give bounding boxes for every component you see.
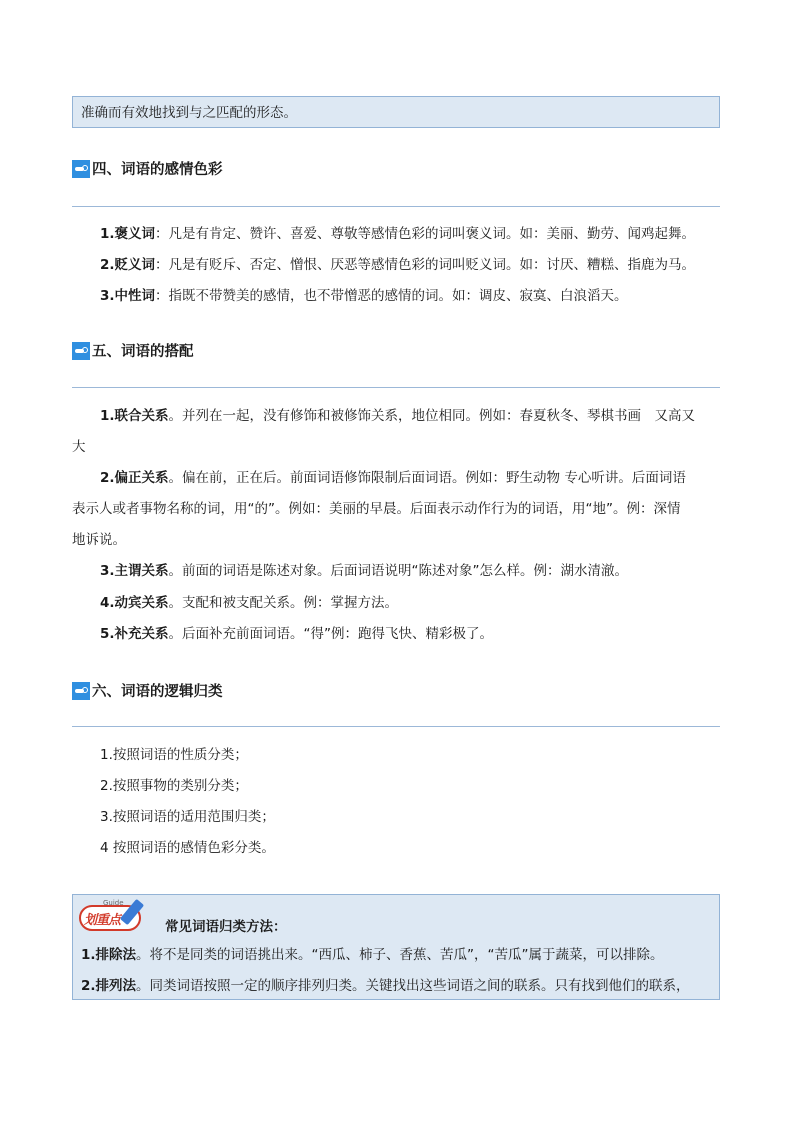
s6-item-3: 3.按照词语的适用范围归类； [100, 809, 275, 825]
section-bullet-icon [72, 682, 90, 700]
key-points-badge [79, 899, 149, 935]
section-bullet-icon [72, 160, 90, 178]
s6-item-2: 2.按照事物的类别分类； [100, 778, 248, 794]
section-4-title: 四、词语的感情色彩 [92, 162, 223, 178]
s4-item-2: 2.贬义词：凡是有贬斥、否定、憎恨、厌恶等感情色彩的词叫贬义词。如：讨厌、糟糕、指鹿为马。 [100, 257, 696, 273]
tip-item-2: 2.排列法。同类词语按照一定的顺序排列归类。关键找出这些词语之间的联系。只有找到他们的联系， [81, 978, 690, 994]
s5-line-3: 2.偏正关系。偏在前，正在后。前面词语修饰限制后面词语。例如：野生动物 专心听讲。后面词语 [100, 470, 686, 486]
section-5-divider [72, 387, 720, 388]
section-6-divider [72, 726, 720, 727]
section-5-heading [72, 340, 194, 361]
s6-item-4: 4 按照词语的感情色彩分类。 [100, 840, 275, 856]
s5-line-2: 大 [72, 439, 86, 455]
s5-line-5: 地诉说。 [72, 532, 126, 548]
s6-item-1: 1.按照词语的性质分类； [100, 747, 248, 763]
s4-item-3: 3.中性词：指既不带赞美的感情，也不带憎恶的感情的词。如：调皮、寂寞、白浪滔天。 [100, 288, 628, 304]
tip-item-1: 1.排除法。将不是同类的词语挑出来。“西瓜、柿子、香蕉、苦瓜”，“苦瓜”属于蔬菜，可以排除。 [81, 947, 664, 963]
s4-item-1: 1.褒义词：凡是有肯定、赞许、喜爱、尊敬等感情色彩的词叫褒义词。如：美丽、勤劳、闻鸡起舞。 [100, 226, 696, 242]
key-points-title: 常见词语归类方法： [165, 919, 287, 935]
section-6-title: 六、词语的逻辑归类 [92, 684, 223, 700]
section-4-heading [72, 158, 223, 179]
s5-line-1: 1.联合关系。并列在一起，没有修饰和被修饰关系，地位相同。例如：春夏秋冬、琴棋书画 又高又 [100, 408, 696, 424]
s5-line-6: 3.主谓关系。前面的词语是陈述对象。后面词语说明“陈述对象”怎么样。例：湖水清澈。 [100, 563, 629, 579]
s5-line-4: 表示人或者事物名称的词，用“的”。例如：美丽的早晨。后面表示动作行为的词语，用“地”。例：深情 [72, 501, 681, 517]
badge-label: 划重点 [84, 913, 121, 928]
section-bullet-icon [72, 342, 90, 360]
section-4-divider [72, 206, 720, 207]
s5-line-8: 5.补充关系。后面补充前面词语。“得”例：跑得飞快、精彩极了。 [100, 626, 494, 642]
intro-text: 准确而有效地找到与之匹配的形态。 [81, 105, 297, 121]
section-6-heading [72, 680, 223, 701]
intro-box [72, 96, 720, 128]
key-points-box [72, 894, 720, 1000]
section-5-title: 五、词语的搭配 [92, 344, 194, 360]
badge-caption: Guide [103, 899, 124, 907]
s5-line-7: 4.动宾关系。支配和被支配关系。例：掌握方法。 [100, 595, 399, 611]
